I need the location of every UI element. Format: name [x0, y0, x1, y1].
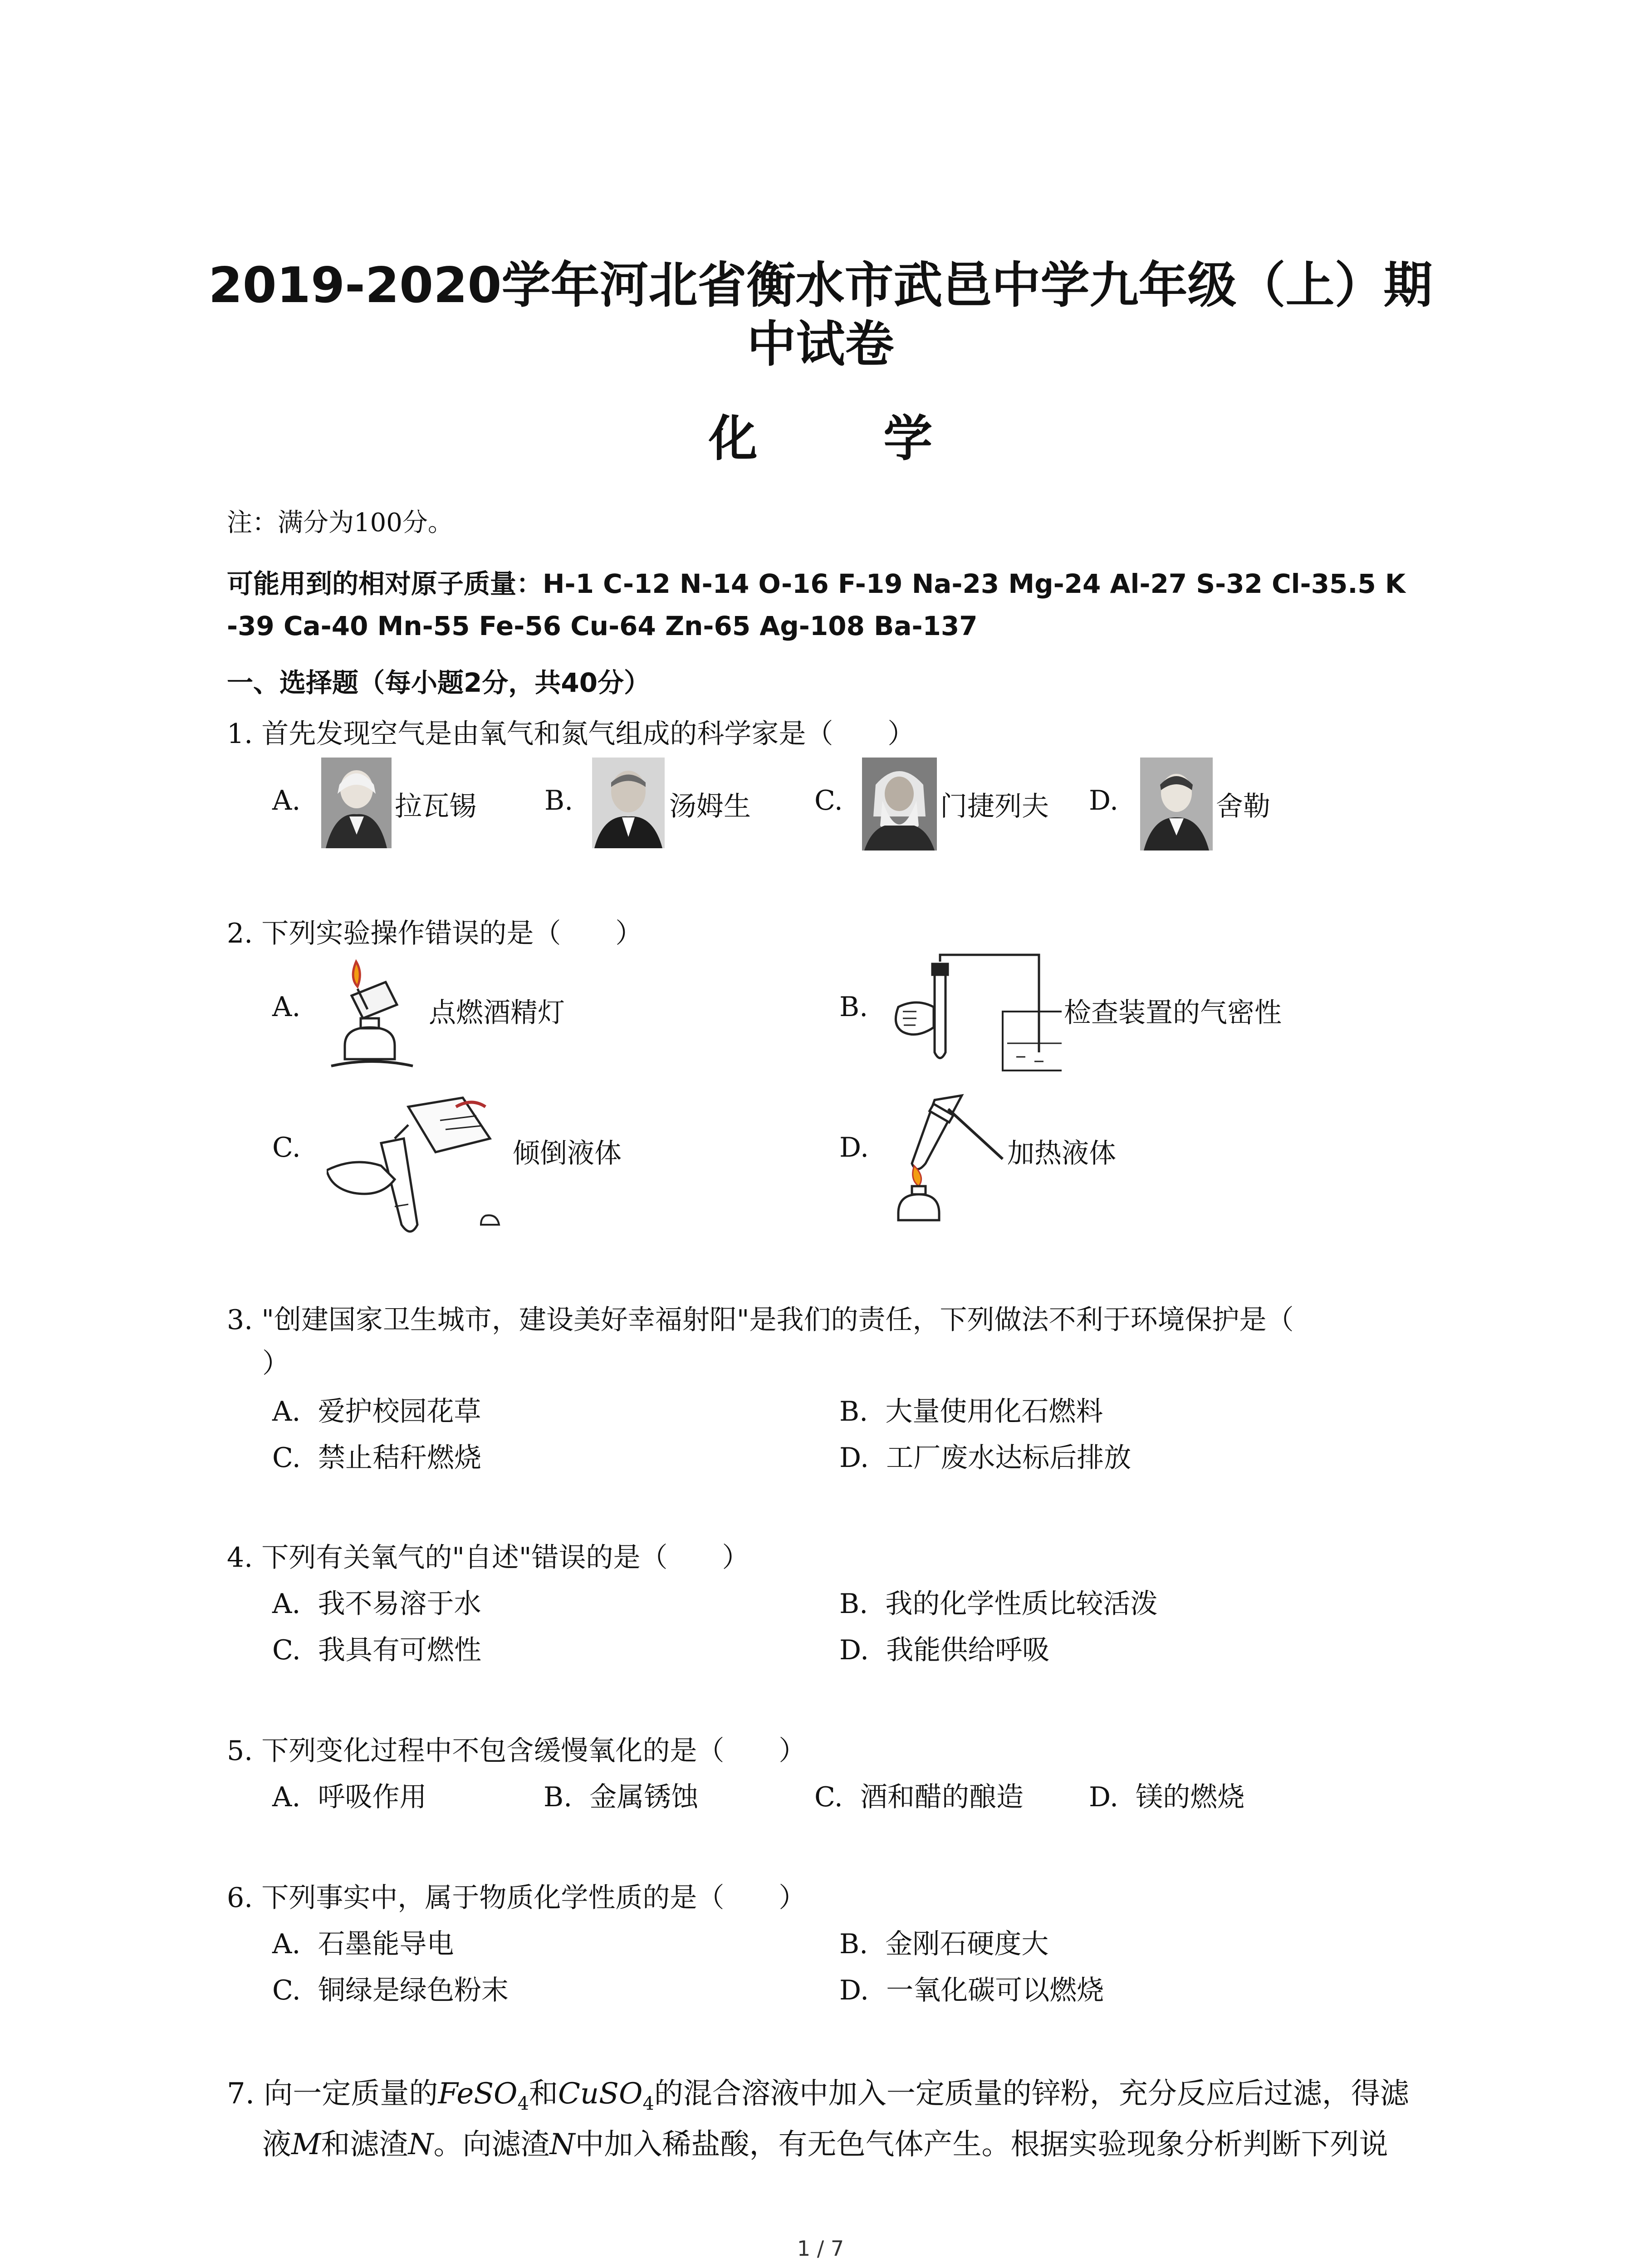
q1-option-b-text: 汤姆生 — [669, 791, 751, 822]
portrait-icon — [592, 758, 665, 848]
q5-option-d: D. 镁的燃烧 — [1089, 1781, 1245, 1813]
q6-option-d: D. 一氧化碳可以燃烧 — [839, 1975, 1104, 2006]
q2-option-b-text: 检查装置的气密性 — [1064, 997, 1282, 1029]
q2-option-a-text: 点燃酒精灯 — [429, 997, 565, 1029]
atomic-masses-line1: 可能用到的相对原子质量：H-1 C-12 N-14 O-16 F-19 Na-23 Mg-24 Al-27 S-32 Cl-35.5 K — [227, 568, 1406, 599]
q2-option-d-letter: D. — [839, 1132, 869, 1163]
q5-option-c: C. 酒和醋的酿造 — [814, 1781, 1024, 1813]
q2-option-a-letter: A. — [272, 991, 301, 1023]
question-3-stem-line1: 3. "创建国家卫生城市，建设美好幸福射阳"是我们的责任，下列做法不利于环境保护是（ — [227, 1304, 1294, 1336]
q3-option-a: A. 爱护校园花草 — [272, 1396, 481, 1427]
pouring-liquid-icon — [327, 1089, 508, 1247]
section-heading: 一、选择题（每小题2分，共40分） — [227, 667, 651, 698]
q4-option-b: B. 我的化学性质比较活泼 — [839, 1588, 1158, 1620]
q1-option-a-text: 拉瓦锡 — [395, 791, 476, 822]
question-2-stem: 2. 下列实验操作错误的是（ ） — [227, 918, 643, 949]
exam-title-line2: 中试卷 — [747, 316, 894, 373]
exam-title-line1: 2019-2020学年河北省衡水市武邑中学九年级（上）期 — [208, 257, 1433, 314]
airtightness-apparatus-icon — [889, 948, 1062, 1075]
q1-option-a-letter: A. — [272, 785, 301, 816]
question-4-stem: 4. 下列有关氧气的"自述"错误的是（ ） — [227, 1542, 749, 1574]
question-6-stem: 6. 下列事实中，属于物质化学性质的是（ ） — [227, 1882, 806, 1914]
subject-title: 化 学 — [708, 411, 987, 467]
q1-option-c-text: 门捷列夫 — [940, 791, 1049, 822]
page-number: 1 / 7 — [797, 2236, 844, 2261]
portrait-icon — [321, 758, 392, 848]
q1-option-c-letter: C. — [814, 785, 843, 816]
alcohol-lamp-icon — [318, 955, 426, 1073]
portrait-icon — [862, 758, 937, 850]
q4-option-c: C. 我具有可燃性 — [272, 1634, 481, 1666]
q4-option-d: D. 我能供给呼吸 — [839, 1634, 1050, 1666]
q6-option-c: C. 铜绿是绿色粉末 — [272, 1975, 509, 2006]
q6-option-b: B. 金刚石硬度大 — [839, 1928, 1049, 1960]
q1-option-b-letter: B. — [544, 785, 573, 816]
atomic-masses-line2: -39 Ca-40 Mn-55 Fe-56 Cu-64 Zn-65 Ag-108 Ba-137 — [227, 611, 978, 641]
q3-option-d: D. 工厂废水达标后排放 — [839, 1442, 1132, 1474]
q2-option-c-letter: C. — [272, 1132, 301, 1163]
q3-option-b: B. 大量使用化石燃料 — [839, 1396, 1103, 1427]
score-note: 注：满分为100分。 — [227, 508, 453, 538]
question-3-stem-line2: ） — [262, 1348, 289, 1379]
q2-option-d-text: 加热液体 — [1007, 1138, 1116, 1169]
portrait-icon — [1140, 758, 1213, 850]
q5-option-a: A. 呼吸作用 — [272, 1781, 427, 1813]
q2-option-c-text: 倾倒液体 — [513, 1138, 622, 1169]
q4-option-a: A. 我不易溶于水 — [272, 1588, 481, 1620]
q3-option-c: C. 禁止秸秆燃烧 — [272, 1442, 481, 1474]
question-7-line2: 液M和滤渣N。向滤渣N中加入稀盐酸，有无色气体产生。根据实验现象分析判断下列说 — [262, 2128, 1388, 2161]
q5-option-b: B. 金属锈蚀 — [544, 1781, 699, 1813]
q6-option-a: A. 石墨能导电 — [272, 1928, 454, 1960]
q1-option-d-letter: D. — [1089, 785, 1119, 816]
heating-liquid-icon — [880, 1091, 1007, 1227]
question-5-stem: 5. 下列变化过程中不包含缓慢氧化的是（ ） — [227, 1735, 806, 1767]
question-7-line1: 7. 向一定质量的FeSO$_4$和CuSO$_4$的混合溶液中加入一定质量的锌粉，充分反应后过滤，得滤 — [227, 2077, 1409, 2114]
q2-option-b-letter: B. — [839, 991, 868, 1023]
question-1-stem: 1. 首先发现空气是由氧气和氮气组成的科学家是（ ） — [227, 718, 915, 750]
q1-option-d-text: 舍勒 — [1216, 791, 1270, 822]
